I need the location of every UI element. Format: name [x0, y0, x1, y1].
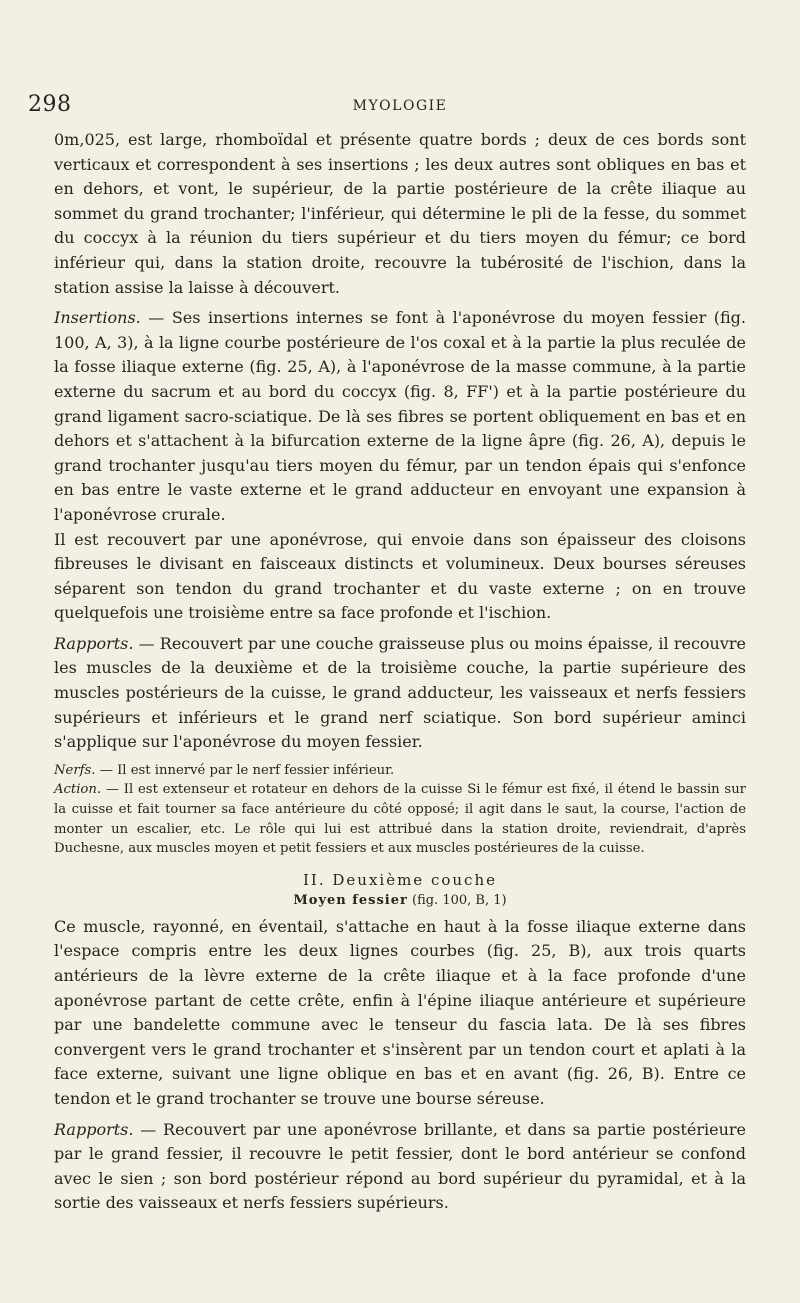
- rapports-heading: Rapports.: [54, 633, 134, 653]
- paragraph-insertions: [54, 306, 746, 527]
- rapports-2-text: — Recouvert par une aponévrose brillante, et dans sa partie postérieure par le grand fessier, il recouvre le petit fessier, dont le bord antérieur se confond avec le sien ; son bord postérieur répond au bord supérieur du pyramidal, et à la sortie des vaisseaux et nerfs fessiers supérieurs.: [54, 1119, 746, 1213]
- subsection-name: Moyen fessier: [293, 892, 408, 908]
- page-body: [54, 128, 746, 1216]
- nerfs-heading: Nerfs.: [54, 762, 96, 778]
- nerfs-text: — Il est innervé par le nerf fessier inférieur.: [95, 762, 395, 778]
- action-text: — Il est extenseur et rotateur en dehors de la cuisse Si le fémur est fixé, il étend le bassin sur la cuisse et fait tourner sa face antérieure du côté opposé; il agit dans le saut, la course, l'action de monter un escalier, etc. Le rôle qui lui est attribué dans la station droite, reviendrait, d'après Duchesne, aux muscles moyen et petit fessiers et aux muscles postérieures de la cuisse.: [54, 782, 746, 857]
- page-number: 298: [28, 92, 72, 117]
- paragraph-rapports: [54, 632, 746, 755]
- page-header: [28, 92, 746, 122]
- document-page: [28, 0, 746, 1303]
- paragraph-continuation: 0m,025, est large, rhomboïdal et présente quatre bords ; deux de ces bords sont verticaux et correspondent à ses insertions ; les deux autres sont obliques en bas et en dehors, et vont, le supérieur, de la partie postérieure de la crête iliaque au sommet du grand trochanter; l'inférieur, qui détermine le pli de la fesse, du sommet du coccyx à la réunion du tiers supérieur et du tiers moyen du fémur; ce bord inférieur qui, dans la station droite, recouvre la tubérosité de l'ischion, dans la station assise la laisse à découvert.: [54, 130, 746, 297]
- action-heading: Action.: [54, 782, 102, 798]
- insertions-text: — Ses insertions internes se font à l'aponévrose du moyen fessier (fig. 100, A, 3), à la ligne courbe postérieure de l'os coxal et à la partie la plus reculée de la fosse iliaque externe (fig. 25, A), à l'aponévrose de la masse commune, à la partie externe du sacrum et au bord du coccyx (fig. 8, FF') et à la partie postérieure du grand ligament sacro-sciatique. De là ses fibres se portent obliquement en bas et en dehors et s'attachent à la bifurcation externe de la ligne âpre (fig. 26, A), depuis le grand trochanter jusqu'au tiers moyen du fémur, par un tendon épais qui s'enfonce en bas entre le vaste externe et le grand adducteur en envoyant une expansion à l'aponévrose crurale.: [54, 308, 746, 524]
- subsection-ref: (fig. 100, B, 1): [407, 892, 507, 908]
- section-title: II. Deuxième couche: [303, 870, 497, 889]
- rapports-text: — Recouvert par une couche graisseuse plus ou moins épaisse, il recouvre les muscles de la deuxième et de la troisième couche, la partie supérieure des muscles postérieurs de la cuisse, le grand adducteur, les vaisseaux et nerfs fessiers supérieurs et inférieurs et le grand nerf sciatique. Son bord supérieur aminci s'applique sur l'aponévrose du moyen fessier.: [54, 633, 746, 752]
- rapports-2-heading: Rapports.: [54, 1119, 134, 1139]
- paragraph-moyen-fessier: Ce muscle, rayonné, en éventail, s'attache en haut à la fosse iliaque externe dans l'espace compris entre les deux lignes courbes (fig. 25, B), aux trois quarts antérieurs de la lèvre externe de la crête iliaque et à la face profonde d'une aponévrose partant de cette crête, enfin à l'épine iliaque antérieure et supérieure par une bandelette commune avec le tenseur du fascia lata. De là ses fibres convergent vers le grand trochanter et s'insèrent par un tendon court et aplati à la face externe, suivant une ligne oblique en bas et en avant (fig. 26, B). Entre ce tendon et le grand trochanter se trouve une bourse séreuse.: [54, 916, 746, 1108]
- running-head: MYOLOGIE: [352, 98, 448, 114]
- subsection-title: [54, 891, 746, 911]
- paragraph-action: [54, 780, 746, 858]
- insertions-heading: Insertions.: [54, 308, 141, 328]
- paragraph-aponevrose: Il est recouvert par une aponévrose, qui envoie dans son épaisseur des cloisons fibreuses le divisant en faisceaux distincts et volumineux. Deux bourses séreuses séparent son tendon du grand trochanter et du vaste externe ; on en trouve quelquefois une troisième entre sa face profonde et l'ischion.: [54, 529, 746, 623]
- paragraph-nerfs: [54, 761, 746, 781]
- paragraph-rapports-2: [54, 1118, 746, 1216]
